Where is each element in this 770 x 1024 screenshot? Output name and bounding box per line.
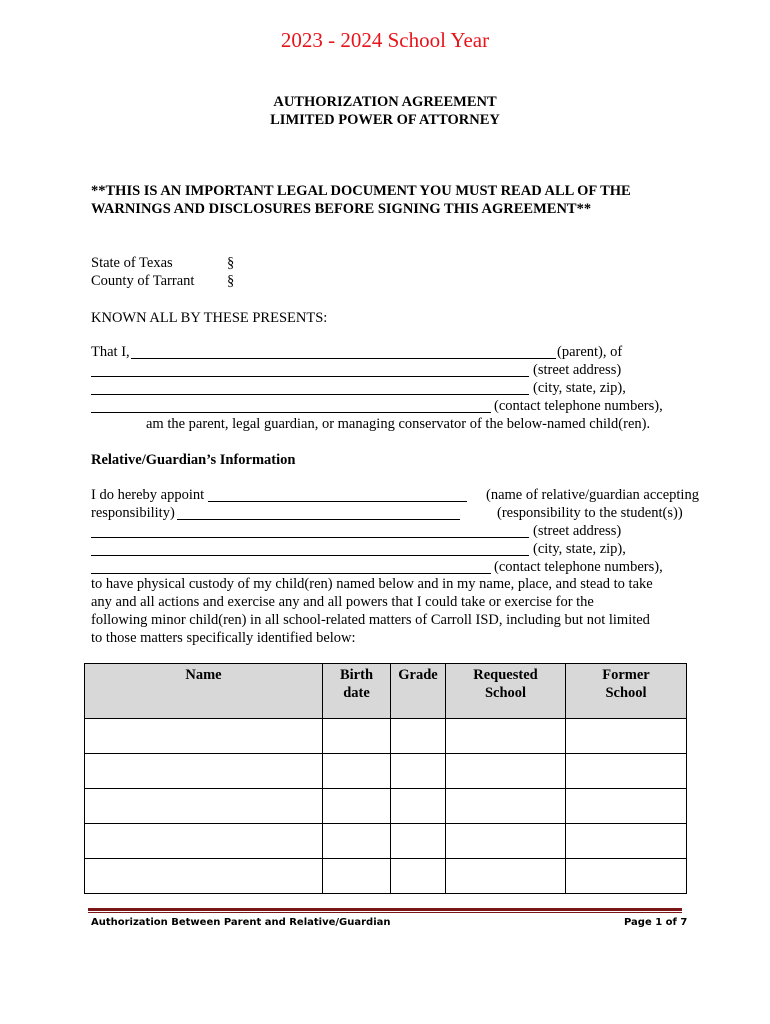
cell-birth-date[interactable]: [323, 754, 391, 789]
custody-paragraph-line-1: to have physical custody of my child(ren) named below and in my name, place, and stead to take: [91, 576, 653, 592]
table-row: [85, 754, 687, 789]
relative-phone-label: (contact telephone numbers),: [494, 559, 663, 575]
cell-birth-date[interactable]: [323, 859, 391, 894]
cell-former-school[interactable]: [566, 859, 687, 894]
section-symbol-1: §: [227, 255, 235, 271]
custody-paragraph-line-3: following minor child(ren) in all school-related matters of Carroll ISD, including but not limited: [91, 612, 650, 628]
header-grade: Grade: [391, 664, 446, 719]
relative-heading: Relative/Guardian’s Information: [91, 452, 296, 468]
table-header-row: [85, 664, 687, 719]
relative-street-label: (street address): [533, 523, 622, 539]
section-symbol-2: §: [227, 273, 235, 289]
parent-street-label: (street address): [533, 362, 622, 378]
cell-name[interactable]: [85, 719, 323, 754]
cell-name[interactable]: [85, 754, 323, 789]
appoint-prefix: I do hereby appoint: [91, 487, 205, 503]
parent-city-label: (city, state, zip),: [533, 380, 626, 396]
custody-paragraph-line-4: to those matters specifically identified below:: [91, 630, 356, 646]
cell-grade[interactable]: [391, 719, 446, 754]
responsibility-label: (responsibility to the student(s)): [497, 505, 683, 521]
cell-requested-school[interactable]: [446, 789, 566, 824]
cell-requested-school[interactable]: [446, 754, 566, 789]
header-former-school: Former School: [566, 664, 687, 719]
header-requested-school: Requested School: [446, 664, 566, 719]
custody-paragraph-line-2: any and all actions and exercise any and all powers that I could take or exercise for the: [91, 594, 594, 610]
cell-former-school[interactable]: [566, 754, 687, 789]
venue-county: County of Tarrant: [91, 273, 195, 289]
school-year-heading: 2023 - 2024 School Year: [280, 28, 490, 52]
responsibility-prefix: responsibility): [91, 505, 175, 521]
relative-city-label: (city, state, zip),: [533, 541, 626, 557]
table-row: [85, 824, 687, 859]
parent-street-field[interactable]: [91, 376, 529, 377]
relative-city-field[interactable]: [91, 555, 529, 556]
parent-statement: am the parent, legal guardian, or managing conservator of the below-named child(ren).: [146, 416, 651, 432]
relative-phone-field[interactable]: [91, 573, 491, 574]
parent-phone-field[interactable]: [91, 412, 491, 413]
table-row: [85, 719, 687, 754]
cell-former-school[interactable]: [566, 824, 687, 859]
relative-street-field[interactable]: [91, 537, 529, 538]
relative-name-field[interactable]: [208, 501, 467, 502]
footer-page-number: Page 1 of 7: [624, 917, 688, 928]
title-line-2: LIMITED POWER OF ATTORNEY: [270, 112, 500, 128]
parent-prefix: That I,: [91, 344, 130, 360]
cell-former-school[interactable]: [566, 719, 687, 754]
cell-birth-date[interactable]: [323, 719, 391, 754]
warning-line-2: WARNINGS AND DISCLOSURES BEFORE SIGNING THIS AGREEMENT**: [91, 201, 592, 217]
responsibility-field[interactable]: [177, 519, 460, 520]
cell-former-school[interactable]: [566, 789, 687, 824]
parent-city-field[interactable]: [91, 394, 529, 395]
table-row: [85, 859, 687, 894]
cell-requested-school[interactable]: [446, 719, 566, 754]
cell-name[interactable]: [85, 824, 323, 859]
title-line-1: AUTHORIZATION AGREEMENT: [273, 94, 497, 110]
children-table: [84, 663, 687, 894]
footer-rule-thick: [88, 908, 682, 911]
parent-name-label: (parent), of: [557, 344, 623, 360]
table-row: [85, 789, 687, 824]
cell-grade[interactable]: [391, 789, 446, 824]
footer-document-title: Authorization Between Parent and Relative/Guardian: [91, 917, 391, 928]
cell-name[interactable]: [85, 789, 323, 824]
cell-birth-date[interactable]: [323, 824, 391, 859]
appoint-label: (name of relative/guardian accepting: [486, 487, 699, 503]
cell-grade[interactable]: [391, 754, 446, 789]
parent-name-field[interactable]: [131, 358, 556, 359]
cell-name[interactable]: [85, 859, 323, 894]
known-all-heading: KNOWN ALL BY THESE PRESENTS:: [91, 310, 328, 326]
cell-requested-school[interactable]: [446, 859, 566, 894]
footer-rule-thin: [88, 912, 682, 913]
cell-grade[interactable]: [391, 824, 446, 859]
cell-birth-date[interactable]: [323, 789, 391, 824]
parent-phone-label: (contact telephone numbers),: [494, 398, 663, 414]
warning-line-1: **THIS IS AN IMPORTANT LEGAL DOCUMENT YOU MUST READ ALL OF THE: [91, 183, 631, 199]
venue-state: State of Texas: [91, 255, 173, 271]
cell-requested-school[interactable]: [446, 824, 566, 859]
header-name: Name: [85, 664, 323, 719]
header-birth-date: Birth date: [323, 664, 391, 719]
cell-grade[interactable]: [391, 859, 446, 894]
